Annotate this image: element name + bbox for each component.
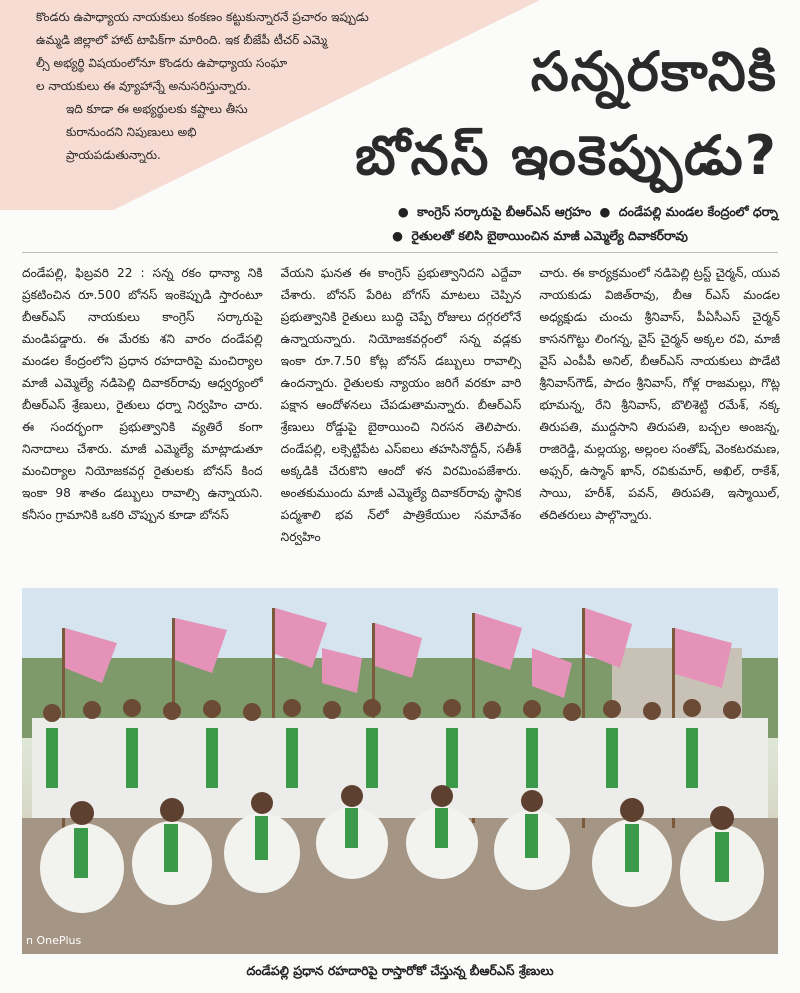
subheadline-row-2: [258, 224, 778, 248]
subheadline-1: కాంగ్రెస్ సర్కారుపై బీఆర్ఎస్ ఆగ్రహం: [417, 204, 592, 219]
headline-line-2: బోనస్ ఇంకెప్పుడు?: [355, 124, 778, 187]
clipping-line: ఉమ్మడి జిల్లాలో హాట్ టాపిక్‌గా మారింది. ఇక బీజేపీ టీచర్ ఎమ్మె: [36, 33, 328, 47]
bullet-icon: ●: [397, 204, 409, 219]
headline-line-1: సన్నరకానికి: [530, 40, 778, 103]
subheadline-3: రైతులతో కలిసి బైఠాయించిన మాజీ ఎమ్మెల్యే దివాకర్‌రావు: [411, 228, 688, 243]
clipping-line: ల నాయకులు ఈ వ్యూహాన్నే అనుసరిస్తున్నారు.: [36, 79, 251, 93]
article-column-3: చారు. ఈ కార్యక్రమంలో నడిపెల్లి ట్రస్ట్ చైర్మన్, యువ నాయకుడు విజిత్‌రావు, బీఆ ర్ఎస్ మండల అధ్యక్షుడు చుంచు శ్రీనివాస్, పీఏసీఎస్ చైర్మన్ కాసనగొట్టు లింగన్న, వైస్ చైర్మన్ అక్కల రవి, మాజీ వైస్ ఎంపీపీ అనిల్, బీఆర్ఎస్ నాయకులు పొడేటి శ్రీనివాస్‌గౌడ్, పాదం శ్రీనివాస్, గోళ్ల రాజమల్లు, గొట్ల భూమన్న, రేని శ్రీనివాస్, బొలిశెట్టి రమేశ్, నక్క తిరుపతి, ముద్దసాని తిరుపతి, బచ్చల అంజన్న, రాజిరెడ్డి, మల్లయ్య, అల్లంల సంతోష్, వెంకటరమణ, అఫ్సర్, ఉస్మాన్ ఖాన్, రవికుమార్, అఖిల్, రాకేశ్, సాయి, హరీశ్, పవన్, తిరుపతి, ఇస్మాయిల్, తదితరులు పాల్గొన్నారు.: [539, 266, 781, 522]
protest-photo: [22, 588, 778, 954]
article-column-1: దండేపల్లి, ఫిబ్రవరి 22 : సన్న రకం ధాన్యా నికి ప్రకటించిన రూ.500 బోనస్ ఇంకెప్పుడి స్తారంటూ బీఆర్ఎస్ నాయకులు కాంగ్రెస్ సర్కారుపై మండిపడ్డారు. ఈ మేరకు శని వారం దండేపల్లి మండల కేంద్రంలోని ప్రధాన రహదారిపై మంచిర్యాల మాజీ ఎమ్మెల్యే నడిపెల్లి దివాకర్‌రావు ఆధ్వర్యంలో బీఆర్ఎస్ శ్రేణులు, రైతులు ధర్నా నిర్వహిం చారు. ఈ సందర్భంగా ప్రభుత్వానికి వ్యతిరే కంగా నినాదాలు చేశారు. మాజీ ఎమ్మెల్యే మాట్లాడుతూ మంచిర్యాల నియోజకవర్గ రైతులకు బోనస్ కింద ఇంకా 98 శాతం డబ్బులు రావాల్సి ఉన్నాయని. కనీసం గ్రామానికి ఒకరి చొప్పున కూడా బోనస్: [22, 266, 263, 522]
subheadline-row-1: [258, 200, 778, 224]
headline: [288, 30, 778, 198]
subheadlines: [258, 200, 778, 248]
bullet-icon: ●: [392, 228, 404, 243]
article-column-2: వేయని ఘనత ఈ కాంగ్రెస్ ప్రభుత్వానిదని ఎద్దేవా చేశారు. బోనస్ పేరిట బోగస్ మాటలు చెప్పిన ప్రభుత్వానికి రైతులు బుద్ధి చెప్పే రోజులు దగ్గరలోనే ఉన్నాయన్నారు. నియోజకవర్గంలో సన్న వడ్లకు ఇంకా రూ.7.50 కోట్ల బోనస్ డబ్బులు రావాల్సి ఉందన్నారు. రైతులకు న్యాయం జరిగే వరకూ వారి పక్షాన ఆందోళనలు చేపడుతామన్నారు. బీఆర్ఎస్ శ్రేణులు రోడ్డుపై బైఠాయించి నిరసన తెలిపారు. దండేపల్లి, లక్సెట్టిపేట ఎస్ఐలు తహసినొద్దీన్, సతీశ్ అక్కడికి చేరుకొని ఆందో ళన విరమింపజేశారు. అంతకుముందు మాజీ ఎమ్మెల్యే దివాకర్‌రావు స్థానిక పద్మశాలి భవ న్‌లో పాత్రికేయుల సమావేశం నిర్వహిం: [280, 266, 522, 544]
clipping-line: కొండరు ఉపాధ్యాయ నాయకులు కంకణం కట్టుకున్నారనే ప్రచారం ఇప్పుడు: [36, 10, 369, 24]
divider: [22, 252, 778, 253]
photo-caption: దండేపల్లి ప్రధాన రహదారిపై రాస్తారోకో చేస్తున్న బీఆర్ఎస్ శ్రేణులు: [246, 963, 554, 978]
clipping-line: ఇది కూడా ఈ అభ్యర్థులకు కష్టాలు తీసు: [66, 102, 248, 116]
subheadline-2: దండేపల్లి మండల కేంద్రంలో ధర్నా: [618, 204, 778, 219]
clipping-line: ల్సీ అభ్యర్థి విషయంలోనూ కొండరు ఉపాధ్యాయ సంఘా: [36, 56, 288, 70]
photo-watermark: n OnePlus: [26, 934, 82, 947]
bullet-icon: ●: [599, 204, 611, 219]
protest-photo-illustration: [22, 588, 778, 954]
clipping-line: ప్రాయపడుతున్నారు.: [66, 148, 161, 162]
article-body: [22, 262, 780, 582]
clipping-line: కురానుందని నిపుణులు అభి: [66, 125, 197, 139]
